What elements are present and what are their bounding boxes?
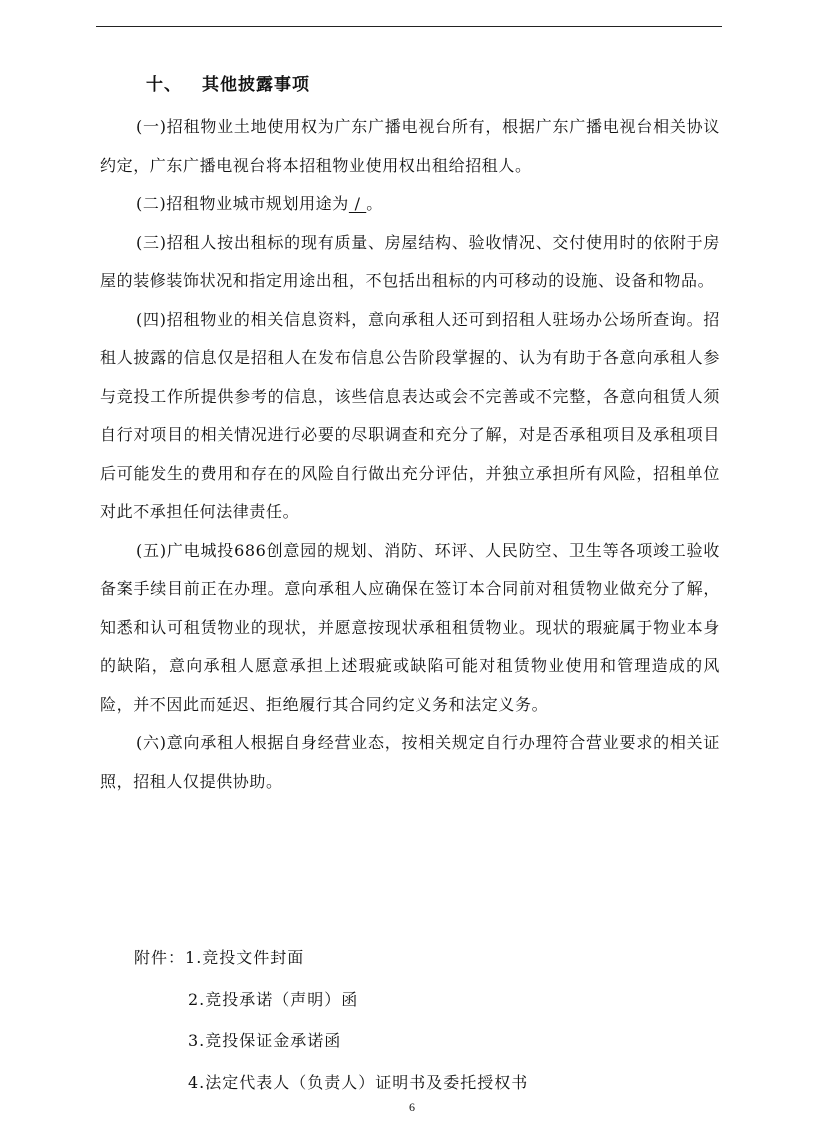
attachments-list [134, 937, 528, 1103]
attachments-label: 附件： [134, 948, 186, 967]
attachment-item [134, 937, 528, 979]
attachment-item-3: 3.竞投保证金承诺函 [188, 1031, 342, 1050]
paragraph-5: (五)广电城投686创意园的规划、消防、环评、人民防空、卫生等各项竣工验收备案手续目前正在办理。意向承租人应确保在签订本合同前对租赁物业做充分了解，知悉和认可租赁物业的现状，并愿意按现状承租租赁物业。现状的瑕疵属于物业本身的缺陷，意向承租人愿意承担上述瑕疵或缺陷可能对租赁物业使用和管理造成的风险，并不因此而延迟、拒绝履行其合同约定义务和法定义务。 [100, 540, 720, 714]
paragraph-2-prefix: (二)招租物业城市规划用途为 [136, 194, 349, 213]
attachment-item-1: 1.竞投文件封面 [185, 948, 305, 967]
header-rule [96, 26, 722, 27]
paragraph-1: (一)招租物业土地使用权为广东广播电视台所有，根据广东广播电视台相关协议约定，广东广播电视台将本招租物业使用权出租给招租人。 [100, 117, 720, 175]
document-body [100, 108, 720, 801]
planned-use-value: / [348, 194, 367, 213]
section-number: 十、 [146, 75, 182, 95]
paragraph-2 [100, 185, 720, 224]
section-heading [146, 70, 310, 95]
paragraph-2-suffix: 。 [366, 194, 383, 213]
paragraph-6: (六)意向承租人根据自身经营业态，按相关规定自行办理符合营业要求的相关证照，招租人仅提供协助。 [100, 733, 720, 791]
attachment-item-2: 2.竞投承诺（声明）函 [188, 989, 359, 1009]
paragraph-3: (三)招租人按出租标的现有质量、房屋结构、验收情况、交付使用时的依附于房屋的装修装饰状况和指定用途出租，不包括出租标的内可移动的设施、设备和物品。 [100, 232, 720, 290]
page-number: 6 [409, 1100, 415, 1114]
paragraph-4: (四)招租物业的相关信息资料，意向承租人还可到招租人驻场办公场所查询。招租人披露的信息仅是招租人在发布信息公告阶段掌握的、认为有助于各意向承租人参与竞投工作所提供参考的信息，该些信息表达或会不完善或不完整，各意向租赁人须自行对项目的相关情况进行必要的尽职调查和充分了解，对是否承租项目及承租项目后可能发生的费用和存在的风险自行做出充分评估，并独立承担所有风险，招租单位对此不承担任何法律责任。 [100, 309, 720, 521]
section-title: 其他披露事项 [202, 75, 310, 95]
attachment-item-4: 4.法定代表人（负责人）证明书及委托授权书 [188, 1072, 529, 1092]
